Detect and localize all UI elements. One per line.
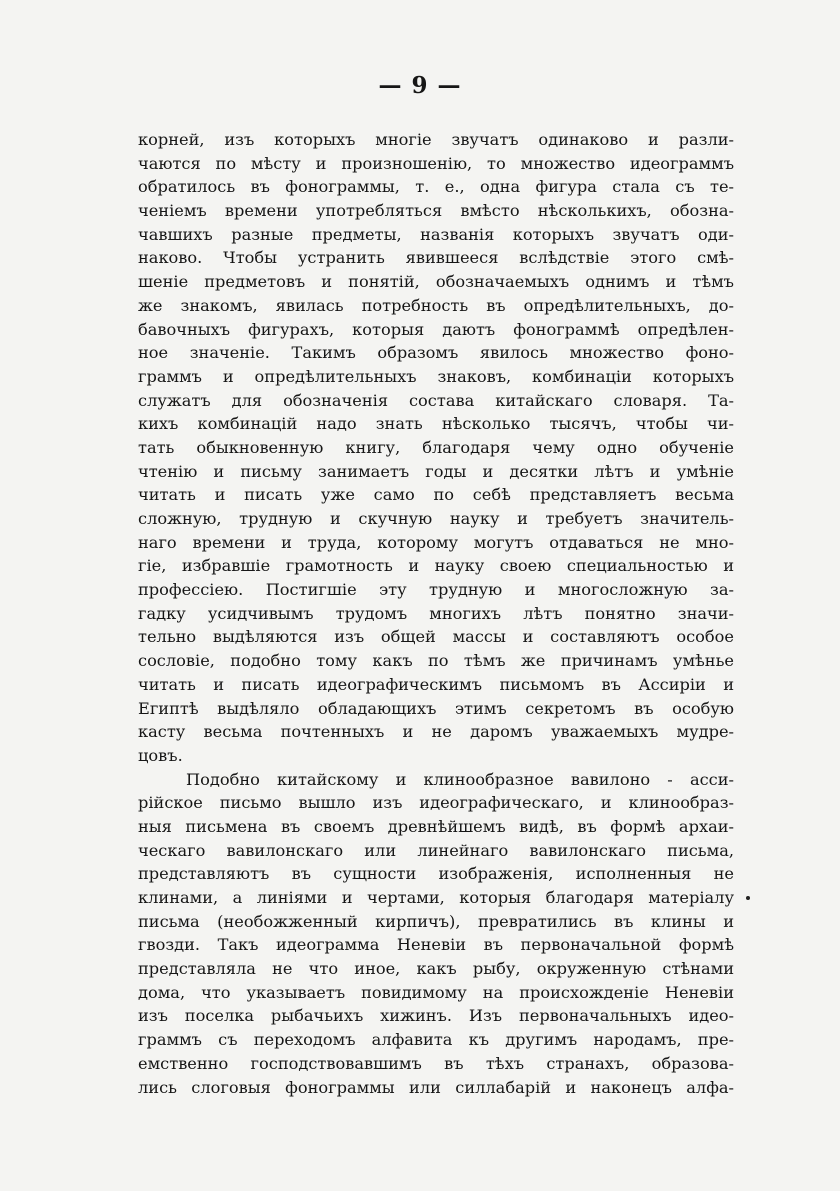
text-line: цовъ. bbox=[138, 745, 183, 765]
text-line: рійское письмо вышло изъ идеографическаго, и клинообраз- bbox=[138, 793, 734, 813]
text-line: емственно господствовавшимъ въ тѣхъ странахъ, образова- bbox=[138, 1053, 734, 1073]
text-line: представляла не что иное, какъ рыбу, окруженную стѣнами bbox=[138, 959, 734, 979]
text-line: гвозди. Такъ идеограмма Неневіи въ первоначальной формѣ bbox=[138, 935, 734, 955]
text-line: чаются по мѣсту и произношенію, то множество идеограммъ bbox=[138, 153, 734, 173]
text-line: служатъ для обозначенія состава китайскаго словаря. Та- bbox=[138, 390, 734, 410]
text-line: клинами, а линіями и чертами, которыя благодаря матеріалу bbox=[138, 888, 734, 907]
text-line: граммъ съ переходомъ алфавита къ другимъ народамъ, пре- bbox=[138, 1030, 734, 1050]
text-line: дома, что указываетъ повидимому на происхожденіе Неневіи bbox=[138, 982, 734, 1002]
text-line: тать обыкновенную книгу, благодаря чему одно обученіе bbox=[138, 437, 734, 457]
ink-speck bbox=[746, 896, 750, 900]
paragraph-2 bbox=[138, 768, 734, 1100]
text-line: ческаго вавилонскаго или линейнаго вавилонскаго письма, bbox=[138, 840, 734, 860]
text-line: ныя письмена въ своемъ древнѣйшемъ видѣ, въ формѣ архаи- bbox=[138, 816, 734, 836]
text-line: письма (необожженный кирпичъ), превратились въ клины и bbox=[138, 911, 734, 931]
text-line: ное значеніе. Такимъ образомъ явилось множество фоно- bbox=[138, 343, 734, 363]
text-line: представляютъ въ сущности изображенія, исполненныя не bbox=[138, 864, 734, 884]
text-line: чтенію и письму занимаетъ годы и десятки лѣтъ и умѣніе bbox=[138, 461, 734, 481]
text-line: Египтѣ выдѣляло обладающихъ этимъ секретомъ въ особую bbox=[138, 698, 734, 718]
text-line: корней, изъ которыхъ многіе звучатъ одинаково и разли- bbox=[138, 130, 734, 149]
text-line: ченіемъ времени употребляться вмѣсто нѣсколькихъ, обозна- bbox=[138, 201, 734, 221]
text-line: гіе, избравшіе грамотность и науку своею специальностью и bbox=[138, 556, 734, 576]
text-line: тельно выдѣляются изъ общей массы и составляютъ особое bbox=[138, 627, 734, 647]
text-line: граммъ и опредѣлительныхъ знаковъ, комбинаціи которыхъ bbox=[138, 366, 734, 386]
text-line: профессіею. Постигшіе эту трудную и многосложную за- bbox=[138, 580, 734, 600]
text-line: Подобно китайскому и клинообразное вавилоно - асси- bbox=[186, 769, 734, 789]
text-line: чавшихъ разные предметы, названія которыхъ звучатъ оди- bbox=[138, 224, 734, 244]
body-text bbox=[138, 128, 734, 1099]
text-line: изъ поселка рыбачьихъ хижинъ. Изъ первоначальныхъ идео- bbox=[138, 1006, 734, 1026]
text-line: сословіе, подобно тому какъ по тѣмъ же причинамъ умѣнье bbox=[138, 651, 734, 671]
paragraph-1 bbox=[138, 128, 734, 768]
text-line: читать и писать уже само по себѣ представляетъ весьма bbox=[138, 485, 734, 505]
text-line: гадку усидчивымъ трудомъ многихъ лѣтъ понятно значи- bbox=[138, 603, 734, 623]
text-line: наково. Чтобы устранить явившееся вслѣдствіе этого смѣ- bbox=[138, 248, 734, 268]
text-line: лись слоговыя фонограммы или силлабарій и наконецъ алфа- bbox=[138, 1077, 734, 1097]
page-number: — 9 — bbox=[378, 72, 462, 99]
text-line: кихъ комбинацій надо знать нѣсколько тысячъ, чтобы чи- bbox=[138, 414, 734, 434]
text-line: обратилось въ фонограммы, т. е., одна фигура стала съ те- bbox=[138, 177, 734, 197]
text-line: читать и писать идеографическимъ письмомъ въ Ассиріи и bbox=[138, 674, 734, 694]
text-line: касту весьма почтенныхъ и не даромъ уважаемыхъ мудре- bbox=[138, 722, 734, 742]
text-line: же знакомъ, явилась потребность въ опредѣлительныхъ, до- bbox=[138, 295, 734, 315]
text-line: наго времени и труда, которому могутъ отдаваться не мно- bbox=[138, 532, 734, 552]
text-line: шеніе предметовъ и понятій, обозначаемыхъ однимъ и тѣмъ bbox=[138, 272, 734, 292]
text-line: сложную, трудную и скучную науку и требуетъ значитель- bbox=[138, 509, 734, 528]
text-line: бавочныхъ фигурахъ, которыя даютъ фонограммѣ опредѣлен- bbox=[138, 319, 734, 339]
